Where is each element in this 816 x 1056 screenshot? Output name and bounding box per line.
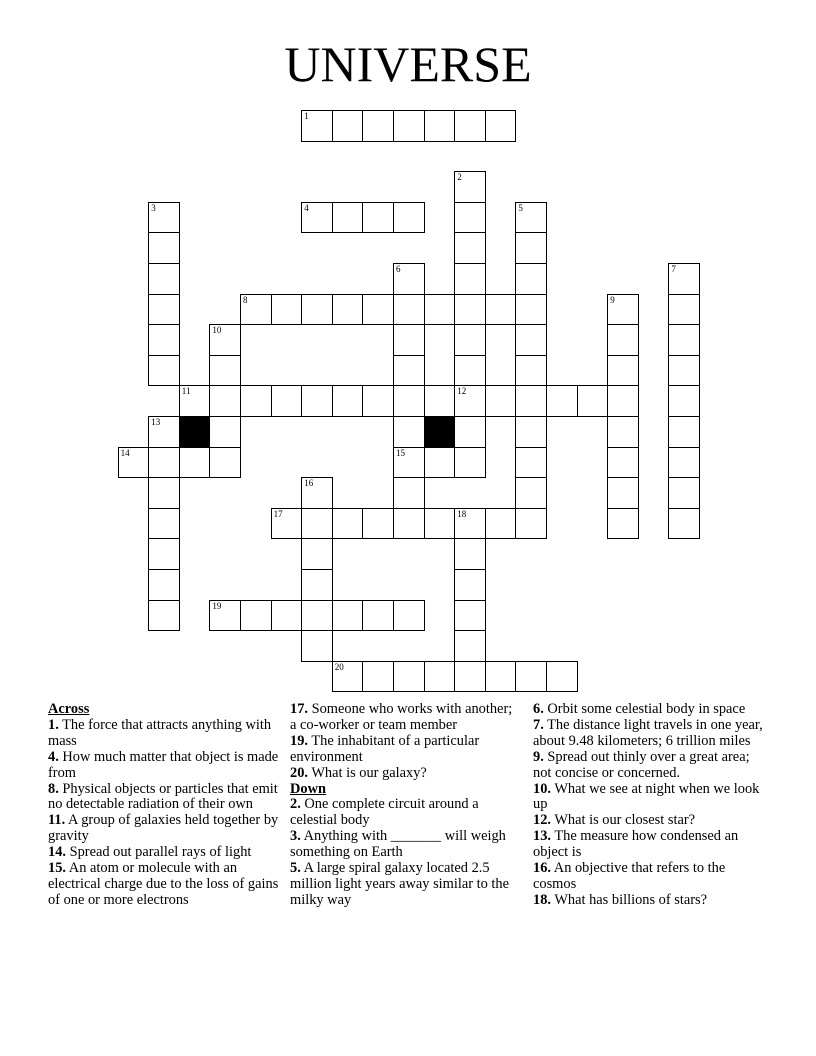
clue-item-number: 4. bbox=[48, 748, 59, 765]
grid-cell[interactable] bbox=[515, 324, 547, 356]
grid-cell[interactable] bbox=[607, 508, 639, 540]
grid-cell[interactable] bbox=[607, 477, 639, 509]
clue-item-number: 20. bbox=[290, 764, 308, 781]
clue-item-text: Anything with _______ will weigh something on Earth bbox=[290, 828, 506, 861]
grid-cell[interactable] bbox=[362, 202, 394, 234]
grid-cell[interactable] bbox=[332, 508, 364, 540]
grid-cell[interactable] bbox=[454, 661, 486, 693]
clue-number: 3 bbox=[151, 202, 156, 213]
grid-cell[interactable] bbox=[362, 385, 394, 417]
grid-cell[interactable] bbox=[301, 202, 333, 234]
clue-column-2 bbox=[290, 702, 522, 909]
clue-item-text: Someone who works with another; a co-worker or team member bbox=[290, 701, 513, 733]
grid-cell[interactable] bbox=[515, 202, 547, 234]
grid-cell[interactable] bbox=[454, 202, 486, 234]
clue-item-number: 3. bbox=[290, 828, 301, 845]
grid-cell[interactable] bbox=[393, 385, 425, 417]
clue-item bbox=[48, 718, 280, 750]
grid-cell[interactable] bbox=[393, 294, 425, 326]
grid-cell[interactable] bbox=[668, 477, 700, 509]
grid-cell[interactable] bbox=[332, 385, 364, 417]
grid-cell[interactable] bbox=[240, 600, 272, 632]
clue-item-number: 18. bbox=[533, 891, 551, 908]
grid-cell[interactable] bbox=[546, 661, 578, 693]
grid-cell[interactable] bbox=[424, 508, 456, 540]
clue-item-number: 11. bbox=[48, 812, 66, 829]
grid-cell[interactable] bbox=[301, 294, 333, 326]
grid-cell[interactable] bbox=[332, 661, 364, 693]
clue-heading-down: Down bbox=[290, 780, 326, 797]
clue-item-text: Spread out parallel rays of light bbox=[66, 844, 252, 861]
grid-cell[interactable] bbox=[301, 538, 333, 570]
clue-item bbox=[533, 750, 765, 782]
grid-cell[interactable] bbox=[454, 263, 486, 295]
grid-cell[interactable] bbox=[209, 324, 241, 356]
grid-cell[interactable] bbox=[454, 538, 486, 570]
clue-number: 8 bbox=[243, 294, 248, 305]
clue-item bbox=[48, 750, 280, 782]
grid-cell[interactable] bbox=[515, 263, 547, 295]
grid-cell[interactable] bbox=[668, 416, 700, 448]
grid-cell[interactable] bbox=[668, 385, 700, 417]
grid-cell[interactable] bbox=[393, 447, 425, 479]
grid-cell[interactable] bbox=[515, 477, 547, 509]
grid-cell[interactable] bbox=[209, 416, 241, 448]
grid-cell[interactable] bbox=[209, 355, 241, 387]
grid-cell[interactable] bbox=[668, 355, 700, 387]
grid-cell[interactable] bbox=[668, 324, 700, 356]
grid-cell[interactable] bbox=[179, 385, 211, 417]
grid-cell[interactable] bbox=[515, 355, 547, 387]
clue-item-text: What is our galaxy? bbox=[308, 764, 427, 781]
grid-cell[interactable] bbox=[393, 661, 425, 693]
clue-item bbox=[48, 782, 280, 814]
grid-cell[interactable] bbox=[454, 385, 486, 417]
grid-cell[interactable] bbox=[424, 661, 456, 693]
clue-item bbox=[290, 797, 522, 829]
clue-item-text: An objective that refers to the cosmos bbox=[533, 860, 726, 892]
clue-item-number: 5. bbox=[290, 860, 301, 877]
grid-cell[interactable] bbox=[271, 294, 303, 326]
grid-cell[interactable] bbox=[607, 447, 639, 479]
grid-cell[interactable] bbox=[485, 508, 517, 540]
grid-cell[interactable] bbox=[301, 630, 333, 662]
page-title: UNIVERSE bbox=[284, 36, 532, 92]
grid-cell[interactable] bbox=[424, 110, 456, 142]
grid-cell[interactable] bbox=[271, 600, 303, 632]
clue-item-number: 1. bbox=[48, 716, 59, 733]
grid-cell[interactable] bbox=[393, 477, 425, 509]
clue-item-number: 15. bbox=[48, 860, 66, 877]
clue-number: 20 bbox=[334, 661, 344, 672]
grid-cell[interactable] bbox=[485, 661, 517, 693]
grid-cell[interactable] bbox=[148, 202, 180, 234]
grid-cell[interactable] bbox=[332, 294, 364, 326]
clue-item-number: 17. bbox=[290, 701, 308, 717]
grid-cell[interactable] bbox=[515, 294, 547, 326]
clue-number: 1 bbox=[304, 111, 309, 121]
grid-cell[interactable] bbox=[393, 324, 425, 356]
clue-item-number: 7. bbox=[533, 716, 544, 733]
grid-cell[interactable] bbox=[515, 385, 547, 417]
grid-cell[interactable] bbox=[148, 447, 180, 479]
clue-item-number: 10. bbox=[533, 780, 551, 797]
clue-item bbox=[290, 734, 522, 766]
clue-item-text: The measure how condensed an object is bbox=[533, 828, 739, 861]
grid-cell[interactable] bbox=[515, 447, 547, 479]
grid-cell[interactable] bbox=[454, 508, 486, 540]
grid-cell[interactable] bbox=[362, 110, 394, 142]
clue-item bbox=[48, 845, 280, 861]
grid-cell[interactable] bbox=[301, 569, 333, 601]
grid-cell[interactable] bbox=[424, 447, 456, 479]
grid-cell[interactable] bbox=[301, 110, 333, 142]
clue-item-text: The force that attracts anything with mass bbox=[48, 716, 272, 749]
clue-item-text: What is our closest star? bbox=[551, 812, 696, 829]
grid-cell[interactable] bbox=[515, 416, 547, 448]
clue-column-1 bbox=[48, 702, 280, 909]
grid-cell[interactable] bbox=[424, 385, 456, 417]
clue-item-number: 2. bbox=[290, 796, 301, 813]
grid-cell[interactable] bbox=[148, 263, 180, 295]
black-square bbox=[179, 416, 211, 448]
grid-cell[interactable] bbox=[668, 263, 700, 295]
grid-cell[interactable] bbox=[148, 355, 180, 387]
clue-item-number: 16. bbox=[533, 860, 551, 877]
grid-cell[interactable] bbox=[271, 385, 303, 417]
grid-cell[interactable] bbox=[393, 110, 425, 142]
grid-cell[interactable] bbox=[515, 232, 547, 264]
clue-number: 7 bbox=[671, 264, 676, 274]
grid-cell[interactable] bbox=[454, 355, 486, 387]
grid-cell[interactable] bbox=[301, 508, 333, 540]
clue-number: 16 bbox=[304, 478, 314, 489]
grid-cell[interactable] bbox=[148, 538, 180, 570]
clue-item-number: 8. bbox=[48, 780, 59, 797]
clue-item bbox=[533, 702, 765, 718]
clue-item-text: Physical objects or particles that emit no detectable radiation of their own bbox=[48, 780, 278, 813]
clue-heading-across: Across bbox=[48, 701, 90, 717]
grid-cell[interactable] bbox=[607, 324, 639, 356]
grid-cell[interactable] bbox=[301, 600, 333, 632]
grid-cell[interactable] bbox=[607, 416, 639, 448]
grid-cell[interactable] bbox=[577, 385, 609, 417]
grid-cell[interactable] bbox=[454, 294, 486, 326]
grid-cell[interactable] bbox=[485, 110, 517, 142]
clue-item-text: Orbit some celestial body in space bbox=[543, 701, 746, 717]
grid-cell[interactable] bbox=[332, 600, 364, 632]
grid-cell[interactable] bbox=[209, 447, 241, 479]
clue-number: 13 bbox=[151, 417, 161, 427]
grid-cell[interactable] bbox=[454, 110, 486, 142]
clue-item bbox=[533, 893, 765, 909]
grid-cell[interactable] bbox=[240, 385, 272, 417]
clue-number: 17 bbox=[273, 508, 283, 519]
clue-number: 12 bbox=[457, 386, 467, 397]
clue-number: 15 bbox=[396, 447, 405, 458]
clue-item-text: Spread out thinly over a great area; not concise or concerned. bbox=[533, 748, 750, 781]
clue-number: 19 bbox=[212, 600, 222, 611]
grid-cell[interactable] bbox=[454, 600, 486, 632]
grid-cell[interactable] bbox=[209, 600, 241, 632]
clue-number: 2 bbox=[457, 172, 462, 183]
clue-item-number: 14. bbox=[48, 844, 66, 861]
grid-cell[interactable] bbox=[515, 661, 547, 693]
grid-cell[interactable] bbox=[393, 355, 425, 387]
clue-item-text: What has billions of stars? bbox=[551, 891, 708, 908]
grid-cell[interactable] bbox=[240, 294, 272, 326]
grid-cell[interactable] bbox=[668, 447, 700, 479]
black-square bbox=[424, 416, 456, 448]
clue-item-text: A large spiral galaxy located 2.5 million light years away similar to the milky way bbox=[290, 860, 510, 908]
grid-cell[interactable] bbox=[454, 416, 486, 448]
grid-cell[interactable] bbox=[668, 508, 700, 540]
grid-cell[interactable] bbox=[332, 110, 364, 142]
clue-item-number: 19. bbox=[290, 732, 308, 749]
grid-cell[interactable] bbox=[393, 416, 425, 448]
grid-cell[interactable] bbox=[301, 477, 333, 509]
clue-item bbox=[48, 813, 280, 845]
grid-cell[interactable] bbox=[607, 355, 639, 387]
grid-cell[interactable] bbox=[362, 508, 394, 540]
grid-cell[interactable] bbox=[148, 508, 180, 540]
grid-cell[interactable] bbox=[148, 324, 180, 356]
clue-number: 4 bbox=[304, 202, 309, 213]
clue-item-text: An atom or molecule with an electrical charge due to the loss of gains of one or more electrons bbox=[48, 860, 279, 908]
grid-cell[interactable] bbox=[393, 202, 425, 234]
grid-cell[interactable] bbox=[454, 324, 486, 356]
grid-cell[interactable] bbox=[454, 569, 486, 601]
clue-item bbox=[533, 782, 765, 814]
clue-item-text: One complete circuit around a celestial body bbox=[290, 796, 479, 829]
clue-item bbox=[290, 861, 522, 909]
clue-item bbox=[290, 766, 522, 782]
clue-item-text: What we see at night when we look up bbox=[533, 780, 760, 813]
clue-item-number: 12. bbox=[533, 812, 551, 829]
grid-cell[interactable] bbox=[118, 447, 150, 479]
grid-cell[interactable] bbox=[393, 508, 425, 540]
clue-item-text: How much matter that object is made from bbox=[48, 748, 279, 781]
grid-cell[interactable] bbox=[148, 416, 180, 448]
clue-item-number: 6. bbox=[533, 701, 544, 717]
clue-item bbox=[290, 829, 522, 861]
clue-item bbox=[533, 813, 765, 829]
grid-cell[interactable] bbox=[148, 294, 180, 326]
grid-cell[interactable] bbox=[209, 385, 241, 417]
grid-cell[interactable] bbox=[454, 630, 486, 662]
grid-cell[interactable] bbox=[607, 294, 639, 326]
grid-cell[interactable] bbox=[362, 294, 394, 326]
grid-cell[interactable] bbox=[546, 385, 578, 417]
clue-item-number: 13. bbox=[533, 828, 551, 845]
clue-column-3 bbox=[533, 702, 765, 909]
grid-cell[interactable] bbox=[607, 385, 639, 417]
grid-cell[interactable] bbox=[485, 385, 517, 417]
grid-cell[interactable] bbox=[362, 661, 394, 693]
grid-cell[interactable] bbox=[454, 447, 486, 479]
clue-number: 18 bbox=[457, 508, 467, 519]
clue-item bbox=[533, 861, 765, 893]
clue-number: 14 bbox=[120, 447, 130, 458]
clue-item bbox=[533, 829, 765, 861]
grid-cell[interactable] bbox=[454, 232, 486, 264]
grid-cell[interactable] bbox=[148, 600, 180, 632]
grid-cell[interactable] bbox=[148, 569, 180, 601]
grid-cell[interactable] bbox=[301, 385, 333, 417]
grid-cell[interactable] bbox=[179, 447, 211, 479]
grid-cell[interactable] bbox=[332, 202, 364, 234]
clue-number: 6 bbox=[396, 264, 401, 274]
clue-item bbox=[48, 861, 280, 909]
grid-cell[interactable] bbox=[362, 600, 394, 632]
clue-number: 9 bbox=[610, 294, 615, 305]
clue-number: 11 bbox=[181, 386, 191, 397]
clue-item-text: The inhabitant of a particular environment bbox=[290, 732, 480, 765]
grid-cell[interactable] bbox=[668, 294, 700, 326]
grid-cell[interactable] bbox=[148, 232, 180, 264]
clue-item bbox=[290, 702, 522, 734]
grid-cell[interactable] bbox=[485, 294, 517, 326]
grid-cell[interactable] bbox=[393, 600, 425, 632]
clue-item bbox=[533, 718, 765, 750]
grid-cell[interactable] bbox=[515, 508, 547, 540]
grid-cell[interactable] bbox=[454, 171, 486, 203]
grid-cell[interactable] bbox=[148, 477, 180, 509]
grid-cell[interactable] bbox=[424, 294, 456, 326]
clue-number: 10 bbox=[212, 325, 222, 336]
grid-cell[interactable] bbox=[271, 508, 303, 540]
clue-number: 5 bbox=[518, 202, 523, 213]
grid-cell[interactable] bbox=[393, 263, 425, 295]
clue-item-text: The distance light travels in one year, about 9.48 kilometers; 6 trillion miles bbox=[533, 716, 763, 749]
clue-item-text: A group of galaxies held together by gravity bbox=[48, 812, 279, 845]
clue-item-number: 9. bbox=[533, 748, 544, 765]
